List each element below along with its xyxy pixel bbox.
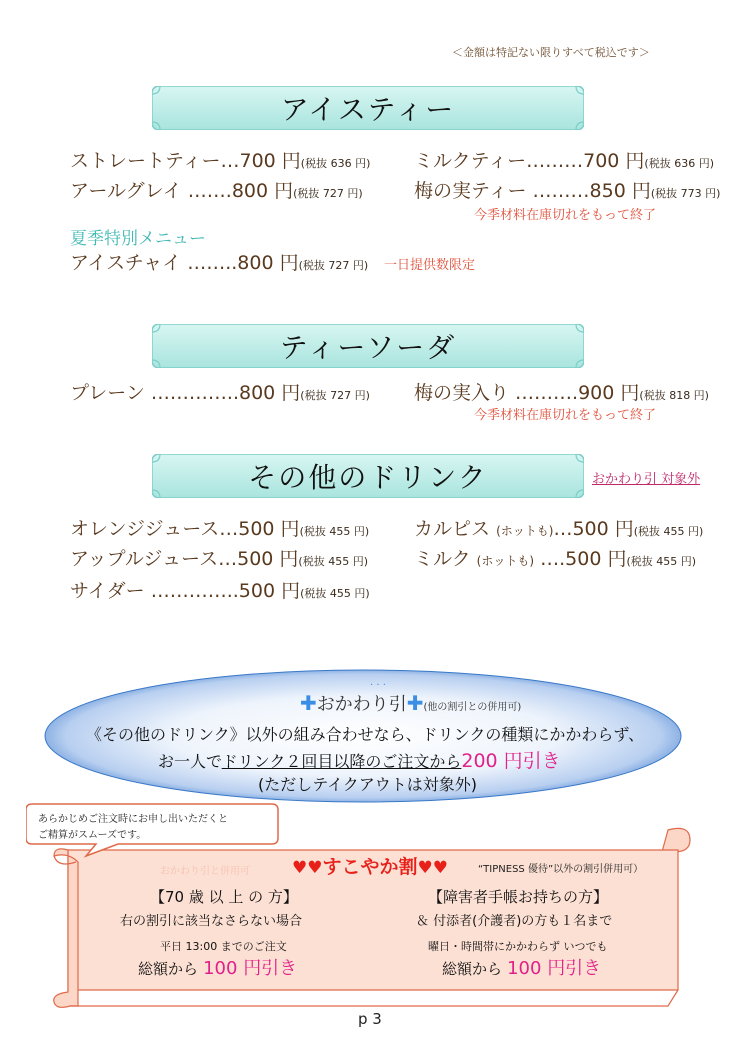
item-tax: (税抜 818 円) (639, 389, 709, 402)
heart-icon: ♥♥ (417, 858, 448, 878)
item-hot-note: (ホットも) (496, 524, 554, 538)
item-name: ミルクティー……… (414, 150, 584, 172)
item-price: 800 円 (237, 252, 299, 274)
okawari-line2-a: お一人で (158, 752, 222, 771)
plus-icon: ✚ (406, 691, 424, 715)
disability-sub: ＆ 付添者(介護者)の方も１名まで (416, 914, 613, 929)
item-price: 900 円 (578, 382, 640, 404)
okawari-title-text: おかわり引 (316, 694, 407, 715)
menu-item (70, 248, 368, 275)
menu-item (414, 146, 714, 173)
okawari-discount: 200 円引き (461, 750, 561, 772)
discount-label: 総額から (442, 960, 503, 978)
item-dots: …. (540, 548, 566, 570)
item-price: 800 円 (231, 180, 294, 202)
menu-item (70, 378, 370, 405)
okawari-line1: 《その他のドリンク》以外の組み合わせなら、ドリンクの種類にかかわらず、 (86, 725, 645, 744)
daily-limit-note: 一日提供数限定 (384, 258, 476, 273)
menu-item (70, 146, 370, 173)
okawari-title-sub: (他の割引との併用可) (423, 702, 522, 713)
okawari-excluded-link[interactable]: おかわり引 対象外 (592, 472, 701, 487)
callout-line1: あらかじめご注文時にお申し出いただくと (38, 814, 228, 825)
senior-discount (138, 954, 297, 980)
menu-item (414, 514, 703, 541)
callout-line2: ご精算がスムーズです。 (38, 830, 147, 841)
menu-item (414, 176, 720, 203)
section-title: ティーソーダ (279, 331, 457, 364)
tax-included-note: ＜金額は特記ない限りすべて税込です＞ (452, 46, 650, 59)
item-name: アイスチャイ …….. (70, 252, 238, 274)
okawari-line2 (158, 746, 561, 773)
item-price: 500 円 (237, 548, 299, 570)
faded-note: おかわり引と併用可 (160, 866, 250, 877)
item-price: 500 円 (565, 548, 627, 570)
item-price: 850 円 (589, 180, 651, 202)
item-dots: … (553, 518, 573, 540)
item-price: 500 円 (238, 580, 301, 602)
item-name: ストレートティー… (70, 150, 240, 172)
menu-item (414, 544, 696, 571)
okawari-line3: (ただしテイクアウトは対象外) (258, 775, 478, 794)
senior-condition: 平日 13:00 までのご注文 (160, 940, 287, 953)
item-tax: (税抜 636 円) (300, 157, 371, 170)
menu-item (414, 378, 709, 405)
item-name: アップルジュース… (70, 548, 238, 570)
item-price: 500 円 (238, 518, 300, 540)
item-name: アールグレイ ……. (70, 180, 232, 202)
discount-amount: 100 円引き (203, 958, 298, 979)
item-price: 500 円 (572, 518, 634, 540)
item-price: 700 円 (239, 150, 301, 172)
disability-discount (442, 954, 601, 980)
item-name: 梅の実ティー ……… (414, 180, 590, 202)
item-price: 800 円 (238, 382, 301, 404)
section-title: その他のドリンク (248, 461, 488, 494)
item-tax: (税抜 727 円) (293, 187, 363, 200)
discount-label: 総額から (138, 960, 199, 978)
item-price: 700 円 (583, 150, 645, 172)
limited-note: 今季材料在庫切れをもって終了 (474, 208, 657, 223)
section-title: アイスティー (280, 93, 456, 126)
item-tax: (税抜 727 円) (300, 389, 370, 402)
limited-note: 今季材料在庫切れをもって終了 (474, 408, 657, 423)
okawari-line2-b: ドリンク２回目以降のご注文から (221, 752, 462, 771)
item-name: オレンジジュース… (70, 518, 239, 540)
heart-icon: ♥♥ (292, 858, 323, 878)
sukoyaka-title-text: すこやか割 (322, 856, 418, 878)
menu-item (70, 514, 369, 541)
item-tax: (税抜 636 円) (644, 157, 714, 170)
item-tax: (税抜 455 円) (299, 525, 370, 538)
section-banner-ice-tea (152, 86, 584, 130)
menu-item (70, 544, 368, 571)
section-banner-other-drinks (152, 454, 584, 498)
item-tax: (税抜 455 円) (300, 587, 370, 600)
item-name: ミルク (414, 548, 471, 570)
discount-amount: 100 円引き (507, 958, 602, 979)
disability-heading: 【障害者手帳お持ちの方】 (428, 888, 609, 906)
section-banner-tea-soda (152, 324, 584, 368)
menu-item (70, 576, 370, 603)
sukoyaka-title (292, 852, 448, 879)
menu-item (70, 176, 363, 203)
item-tax: (税抜 455 円) (626, 555, 697, 568)
item-name: サイダー ………….. (70, 580, 239, 602)
page-number: p 3 (358, 1010, 382, 1028)
item-tax: (税抜 773 円) (650, 187, 721, 200)
item-name: プレーン ………….. (70, 382, 239, 404)
item-tax: (税抜 727 円) (298, 259, 369, 272)
disability-condition: 曜日・時間帯にかかわらず いつでも (428, 940, 608, 953)
plus-icon: ✚ (300, 691, 317, 715)
item-tax: (税抜 455 円) (633, 525, 704, 538)
summer-menu-label: 夏季特別メニュー (70, 229, 206, 249)
item-tax: (税抜 455 円) (298, 555, 368, 568)
sukoyaka-note: “TIPNESS 優待”以外の割引併用可） (478, 864, 644, 875)
senior-heading: 【70 歳 以 上 の 方】 (150, 888, 298, 906)
senior-sub: 右の割引に該当なさらない場合 (120, 914, 303, 929)
item-name: カルピス (414, 518, 491, 540)
item-name: 梅の実入り ………. (414, 382, 579, 404)
okawari-dots: · · · (370, 680, 386, 691)
okawari-title (300, 690, 521, 716)
item-hot-note: (ホットも) (476, 554, 535, 568)
